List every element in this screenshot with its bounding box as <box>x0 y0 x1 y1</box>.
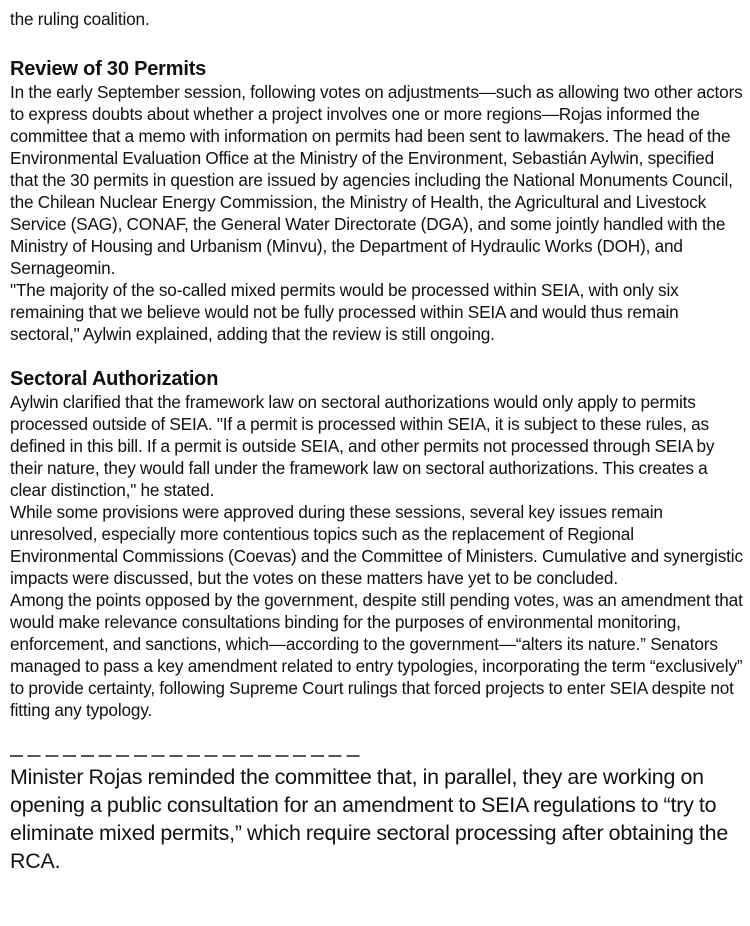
spacer <box>10 30 746 57</box>
paragraph: While some provisions were approved during these sessions, several key issues remain unresolved, especially more contentious topics such as the replacement of Regional Environmental Commissions (Coevas) and the Committee of Ministers. Cumulative and synergistic impacts were discussed, but the votes on these matters have yet to be concluded. <box>10 502 743 588</box>
document-body <box>10 8 746 875</box>
spacer <box>10 345 746 367</box>
paragraph: In the early September session, following votes on adjustments—such as allowing two other actors to express doubts about whether a project involves one or more regions—Rojas informed the committee that a memo with information on permits had been sent to lawmakers. The head of the Environmental Evaluation Office at the Ministry of the Environment, Sebastián Aylwin, specified that the 30 permits in question are issued by agencies including the National Monuments Council, the Chilean Nuclear Energy Commission, the Ministry of Health, the Agricultural and Livestock Service (SAG), CONAF, the General Water Directorate (DGA), and some jointly handled with the Ministry of Housing and Urbanism (Minvu), the Department of Hydraulic Works (DOH), and Sernageomin. <box>10 82 743 278</box>
closing-paragraph: Minister Rojas reminded the committee that, in parallel, they are working on opening a public consultation for an amendment to SEIA regulations to “try to eliminate mixed permits,” which require sectoral processing after obtaining the RCA. <box>10 765 729 873</box>
section-sectoral-authorization <box>10 367 746 721</box>
paragraph: Among the points opposed by the government, despite still pending votes, was an amendment that would make relevance consultations binding for the purposes of environmental monitoring, enforcement, and sanctions, which—according to the government—“alters its nature.” Senators managed to pass a key amendment related to entry typologies, incorporating the term “exclusively” to provide certainty, following Supreme Court rulings that forced projects to enter SEIA despite not fitting any typology. <box>10 590 743 720</box>
dashed-separator <box>10 755 364 757</box>
paragraph: "The majority of the so-called mixed permits would be processed within SEIA, with only six remaining that we believe would not be fully processed within SEIA and would thus remain sectoral," Aylwin explained, adding that the review is still ongoing. <box>10 280 679 344</box>
section-heading: Sectoral Authorization <box>10 368 219 390</box>
section-review-of-30-permits <box>10 57 746 345</box>
intro-trailing-text: the ruling coalition. <box>10 9 150 29</box>
paragraph: Aylwin clarified that the framework law on sectoral authorizations would only apply to permits processed outside of SEIA. "If a permit is processed within SEIA, it is subject to these rules, as defined in this bill. If a permit is outside SEIA, and other permits not processed through SEIA by their nature, they would fall under the framework law on sectoral authorizations. This creates a clear distinction," he stated. <box>10 392 715 500</box>
section-heading: Review of 30 Permits <box>10 58 207 80</box>
